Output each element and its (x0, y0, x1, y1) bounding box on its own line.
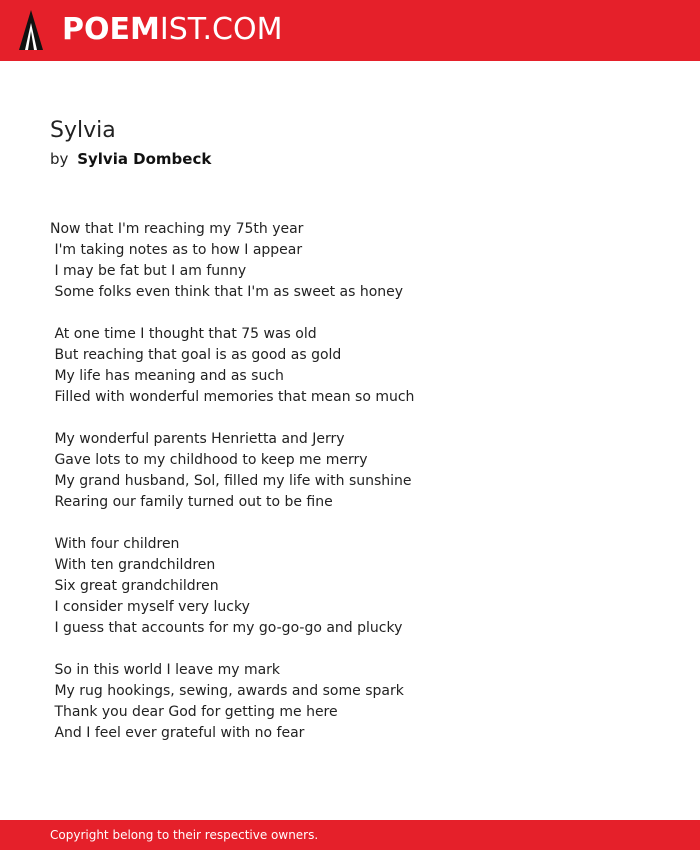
poem-line: Filled with wonderful memories that mean so much (50, 389, 415, 405)
poem-stanza (50, 219, 670, 303)
byline (50, 149, 211, 169)
poem-line: Now that I'm reaching my 75th year (50, 221, 304, 237)
poem-line: Gave lots to my childhood to keep me merry (50, 452, 368, 468)
poem-line: Rearing our family turned out to be fine (50, 494, 333, 510)
poem-stanza (50, 534, 670, 639)
by-label: by (50, 150, 69, 168)
poem-line: I'm taking notes as to how I appear (50, 242, 303, 258)
poem-line: So in this world I leave my mark (50, 662, 281, 678)
poem-line: I guess that accounts for my go-go-go and plucky (50, 620, 403, 636)
poem-body (50, 219, 670, 765)
poem-line: At one time I thought that 75 was old (50, 326, 317, 342)
poem-line: My rug hookings, sewing, awards and some spark (50, 683, 404, 699)
poem-stanza (50, 429, 670, 513)
poem-line: Thank you dear God for getting me here (50, 704, 338, 720)
poem-line: With four children (50, 536, 180, 552)
author-name[interactable]: Sylvia Dombeck (77, 150, 212, 168)
poem-stanza (50, 324, 670, 408)
poem-line: I may be fat but I am funny (50, 263, 247, 279)
site-logo-text[interactable] (62, 12, 282, 48)
poem-stanza (50, 660, 670, 744)
poem-line: But reaching that goal is as good as gold (50, 347, 342, 363)
poem-line: My grand husband, Sol, filled my life with sunshine (50, 473, 412, 489)
brand-rest: IST.COM (159, 12, 283, 47)
poem-line: My life has meaning and as such (50, 368, 284, 384)
site-header (0, 0, 700, 61)
poem-line: My wonderful parents Henrietta and Jerry (50, 431, 345, 447)
site-footer (0, 820, 700, 850)
poem-title: Sylvia (50, 118, 116, 143)
poem-line: I consider myself very lucky (50, 599, 250, 615)
poem-line: With ten grandchildren (50, 557, 216, 573)
poem-line: Some folks even think that I'm as sweet as honey (50, 284, 404, 300)
brand-bold: POEM (62, 12, 160, 47)
poem-line: Six great grandchildren (50, 578, 219, 594)
pencil-icon[interactable] (17, 9, 45, 51)
poem-line: And I feel ever grateful with no fear (50, 725, 305, 741)
copyright-text: Copyright belong to their respective owners. (50, 828, 319, 842)
